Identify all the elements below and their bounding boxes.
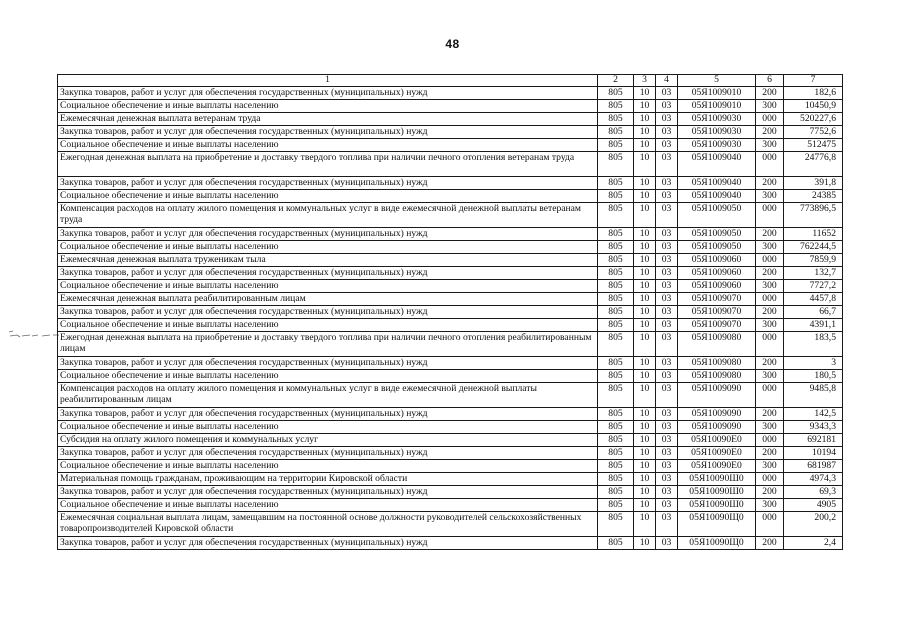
table-row (58, 241, 843, 254)
expense-name-cell: Социальное обеспечение и иные выплаты населению (58, 370, 598, 383)
subsection-code-cell: 03 (656, 241, 678, 254)
subsection-code-cell: 03 (656, 447, 678, 460)
section-code-cell: 10 (634, 357, 656, 370)
expense-name-cell: Ежемесячная денежная выплата труженикам тыла (58, 254, 598, 267)
expense-name-cell: Закупка товаров, работ и услуг для обеспечения государственных (муниципальных) нужд (58, 537, 598, 550)
table-row (58, 293, 843, 306)
department-code-cell: 805 (598, 87, 634, 100)
section-code-cell: 10 (634, 241, 656, 254)
table-row (58, 126, 843, 139)
target-article-cell: 05Я1009040 (678, 152, 756, 177)
header-cell: 1 (58, 75, 598, 87)
subsection-code-cell: 03 (656, 537, 678, 550)
expense-type-cell: 200 (756, 228, 784, 241)
target-article-cell: 05Я10090Ш0 (678, 499, 756, 512)
department-code-cell: 805 (598, 203, 634, 228)
expense-type-cell: 000 (756, 332, 784, 357)
department-code-cell: 805 (598, 228, 634, 241)
target-article-cell: 05Я10090Щ0 (678, 512, 756, 537)
expense-type-cell: 200 (756, 267, 784, 280)
expense-name-cell: Закупка товаров, работ и услуг для обеспечения государственных (муниципальных) нужд (58, 447, 598, 460)
amount-cell: 182,6 (784, 87, 843, 100)
target-article-cell: 05Я1009030 (678, 139, 756, 152)
table-row (58, 434, 843, 447)
amount-cell: 142,5 (784, 408, 843, 421)
section-code-cell: 10 (634, 126, 656, 139)
section-code-cell: 10 (634, 370, 656, 383)
expense-type-cell: 300 (756, 370, 784, 383)
page-number: 48 (445, 37, 460, 51)
expense-type-cell: 300 (756, 241, 784, 254)
target-article-cell: 05Я10090Ш0 (678, 473, 756, 486)
expense-name-cell: Закупка товаров, работ и услуг для обеспечения государственных (муниципальных) нужд (58, 126, 598, 139)
department-code-cell: 805 (598, 499, 634, 512)
expense-name-cell: Ежемесячная денежная выплата реабилитированным лицам (58, 293, 598, 306)
subsection-code-cell: 03 (656, 280, 678, 293)
target-article-cell: 05Я1009030 (678, 126, 756, 139)
section-code-cell: 10 (634, 512, 656, 537)
subsection-code-cell: 03 (656, 383, 678, 408)
department-code-cell: 805 (598, 280, 634, 293)
target-article-cell: 05Я1009040 (678, 190, 756, 203)
expense-name-cell: Компенсация расходов на оплату жилого помещения и коммунальных услуг в виде ежемесячной денежной выплаты реабилитированным лицам (58, 383, 598, 408)
expense-type-cell: 000 (756, 254, 784, 267)
amount-cell: 762244,5 (784, 241, 843, 254)
expense-name-cell: Социальное обеспечение и иные выплаты населению (58, 499, 598, 512)
department-code-cell: 805 (598, 434, 634, 447)
target-article-cell: 05Я1009030 (678, 113, 756, 126)
expense-name-cell: Закупка товаров, работ и услуг для обеспечения государственных (муниципальных) нужд (58, 306, 598, 319)
department-code-cell: 805 (598, 126, 634, 139)
target-article-cell: 05Я1009040 (678, 177, 756, 190)
expense-type-cell: 300 (756, 280, 784, 293)
subsection-code-cell: 03 (656, 332, 678, 357)
expense-name-cell: Ежемесячная денежная выплата ветеранам труда (58, 113, 598, 126)
department-code-cell: 805 (598, 113, 634, 126)
amount-cell: 132,7 (784, 267, 843, 280)
target-article-cell: 05Я1009050 (678, 228, 756, 241)
subsection-code-cell: 03 (656, 267, 678, 280)
target-article-cell: 05Я10090Е0 (678, 447, 756, 460)
section-code-cell: 10 (634, 460, 656, 473)
expense-name-cell: Закупка товаров, работ и услуг для обеспечения государственных (муниципальных) нужд (58, 357, 598, 370)
amount-cell: 200,2 (784, 512, 843, 537)
section-code-cell: 10 (634, 306, 656, 319)
budget-table (57, 74, 843, 550)
subsection-code-cell: 03 (656, 486, 678, 499)
table-row (58, 139, 843, 152)
subsection-code-cell: 03 (656, 421, 678, 434)
expense-type-cell: 200 (756, 306, 784, 319)
expense-type-cell: 200 (756, 486, 784, 499)
expense-type-cell: 300 (756, 460, 784, 473)
section-code-cell: 10 (634, 319, 656, 332)
table-row (58, 280, 843, 293)
department-code-cell: 805 (598, 408, 634, 421)
expense-name-cell: Социальное обеспечение и иные выплаты населению (58, 100, 598, 113)
subsection-code-cell: 03 (656, 460, 678, 473)
subsection-code-cell: 03 (656, 87, 678, 100)
department-code-cell: 805 (598, 383, 634, 408)
subsection-code-cell: 03 (656, 100, 678, 113)
target-article-cell: 05Я1009070 (678, 306, 756, 319)
subsection-code-cell: 03 (656, 152, 678, 177)
table-row (58, 177, 843, 190)
expense-name-cell: Закупка товаров, работ и услуг для обеспечения государственных (муниципальных) нужд (58, 87, 598, 100)
target-article-cell: 05Я10090Е0 (678, 460, 756, 473)
expense-type-cell: 000 (756, 434, 784, 447)
amount-cell: 10194 (784, 447, 843, 460)
expense-type-cell: 300 (756, 139, 784, 152)
amount-cell: 2,4 (784, 537, 843, 550)
amount-cell: 9343,3 (784, 421, 843, 434)
target-article-cell: 05Я1009090 (678, 408, 756, 421)
subsection-code-cell: 03 (656, 228, 678, 241)
section-code-cell: 10 (634, 434, 656, 447)
subsection-code-cell: 03 (656, 254, 678, 267)
department-code-cell: 805 (598, 152, 634, 177)
expense-type-cell: 000 (756, 293, 784, 306)
section-code-cell: 10 (634, 177, 656, 190)
department-code-cell: 805 (598, 306, 634, 319)
target-article-cell: 05Я1009050 (678, 203, 756, 228)
amount-cell: 24776,8 (784, 152, 843, 177)
amount-cell: 180,5 (784, 370, 843, 383)
department-code-cell: 805 (598, 357, 634, 370)
table-row (58, 537, 843, 550)
expense-type-cell: 200 (756, 177, 784, 190)
section-code-cell: 10 (634, 113, 656, 126)
section-code-cell: 10 (634, 408, 656, 421)
expense-type-cell: 000 (756, 383, 784, 408)
table-row (58, 370, 843, 383)
target-article-cell: 05Я1009010 (678, 87, 756, 100)
section-code-cell: 10 (634, 254, 656, 267)
table-row (58, 408, 843, 421)
amount-cell: 4974,3 (784, 473, 843, 486)
expense-name-cell: Материальная помощь гражданам, проживающим на территории Кировской области (58, 473, 598, 486)
department-code-cell: 805 (598, 460, 634, 473)
department-code-cell: 805 (598, 254, 634, 267)
department-code-cell: 805 (598, 177, 634, 190)
table-row (58, 499, 843, 512)
department-code-cell: 805 (598, 190, 634, 203)
table-row (58, 203, 843, 228)
amount-cell: 66,7 (784, 306, 843, 319)
expense-name-cell: Ежемесячная социальная выплата лицам, замещавшим на постоянной основе должности руководителей сельскохозяйственных товаропроизводителей Кировской области (58, 512, 598, 537)
department-code-cell: 805 (598, 139, 634, 152)
amount-cell: 512475 (784, 139, 843, 152)
header-cell: 6 (756, 75, 784, 87)
target-article-cell: 05Я10090Е0 (678, 434, 756, 447)
table-row (58, 87, 843, 100)
expense-name-cell: Закупка товаров, работ и услуг для обеспечения государственных (муниципальных) нужд (58, 486, 598, 499)
table-row (58, 486, 843, 499)
section-code-cell: 10 (634, 447, 656, 460)
amount-cell: 7727,2 (784, 280, 843, 293)
subsection-code-cell: 03 (656, 139, 678, 152)
table-row (58, 190, 843, 203)
target-article-cell: 05Я1009060 (678, 254, 756, 267)
header-cell: 5 (678, 75, 756, 87)
expense-type-cell: 200 (756, 408, 784, 421)
section-code-cell: 10 (634, 421, 656, 434)
amount-cell: 11652 (784, 228, 843, 241)
table-row (58, 152, 843, 177)
target-article-cell: 05Я1009090 (678, 421, 756, 434)
amount-cell: 692181 (784, 434, 843, 447)
amount-cell: 4457,8 (784, 293, 843, 306)
expense-type-cell: 000 (756, 113, 784, 126)
section-code-cell: 10 (634, 473, 656, 486)
expense-type-cell: 200 (756, 447, 784, 460)
table-row (58, 512, 843, 537)
expense-name-cell: Ежегодная денежная выплата на приобретение и доставку твердого топлива при наличии печного отопления реабилитированным лицам (58, 332, 598, 357)
expense-name-cell: Социальное обеспечение и иные выплаты населению (58, 280, 598, 293)
target-article-cell: 05Я1009070 (678, 319, 756, 332)
department-code-cell: 805 (598, 473, 634, 486)
amount-cell: 391,8 (784, 177, 843, 190)
expense-name-cell: Социальное обеспечение и иные выплаты населению (58, 139, 598, 152)
header-cell: 3 (634, 75, 656, 87)
expense-name-cell: Закупка товаров, работ и услуг для обеспечения государственных (муниципальных) нужд (58, 267, 598, 280)
subsection-code-cell: 03 (656, 434, 678, 447)
header-cell: 2 (598, 75, 634, 87)
expense-name-cell: Закупка товаров, работ и услуг для обеспечения государственных (муниципальных) нужд (58, 177, 598, 190)
subsection-code-cell: 03 (656, 190, 678, 203)
expense-type-cell: 000 (756, 473, 784, 486)
subsection-code-cell: 03 (656, 370, 678, 383)
section-code-cell: 10 (634, 280, 656, 293)
header-cell: 4 (656, 75, 678, 87)
expense-type-cell: 200 (756, 537, 784, 550)
department-code-cell: 805 (598, 100, 634, 113)
section-code-cell: 10 (634, 203, 656, 228)
department-code-cell: 805 (598, 486, 634, 499)
target-article-cell: 05Я1009060 (678, 280, 756, 293)
section-code-cell: 10 (634, 100, 656, 113)
subsection-code-cell: 03 (656, 113, 678, 126)
amount-cell: 183,5 (784, 332, 843, 357)
table-row (58, 306, 843, 319)
amount-cell: 681987 (784, 460, 843, 473)
expense-type-cell: 000 (756, 203, 784, 228)
subsection-code-cell: 03 (656, 306, 678, 319)
subsection-code-cell: 03 (656, 319, 678, 332)
section-code-cell: 10 (634, 190, 656, 203)
section-code-cell: 10 (634, 139, 656, 152)
amount-cell: 7859,9 (784, 254, 843, 267)
table-row (58, 383, 843, 408)
amount-cell: 3 (784, 357, 843, 370)
table-row (58, 319, 843, 332)
section-code-cell: 10 (634, 152, 656, 177)
expense-type-cell: 200 (756, 126, 784, 139)
department-code-cell: 805 (598, 319, 634, 332)
target-article-cell: 05Я1009080 (678, 332, 756, 357)
table-row (58, 421, 843, 434)
department-code-cell: 805 (598, 537, 634, 550)
department-code-cell: 805 (598, 241, 634, 254)
target-article-cell: 05Я1009010 (678, 100, 756, 113)
amount-cell: 520227,6 (784, 113, 843, 126)
subsection-code-cell: 03 (656, 126, 678, 139)
table-row (58, 460, 843, 473)
section-code-cell: 10 (634, 293, 656, 306)
target-article-cell: 05Я10090Щ0 (678, 537, 756, 550)
target-article-cell: 05Я1009060 (678, 267, 756, 280)
subsection-code-cell: 03 (656, 473, 678, 486)
amount-cell: 24385 (784, 190, 843, 203)
section-code-cell: 10 (634, 537, 656, 550)
expense-name-cell: Социальное обеспечение и иные выплаты населению (58, 421, 598, 434)
expense-name-cell: Субсидия на оплату жилого помещения и коммунальных услуг (58, 434, 598, 447)
table-row (58, 473, 843, 486)
table-header-row (58, 75, 843, 87)
section-code-cell: 10 (634, 332, 656, 357)
expense-type-cell: 300 (756, 190, 784, 203)
department-code-cell: 805 (598, 293, 634, 306)
expense-name-cell: Ежегодная денежная выплата на приобретение и доставку твердого топлива при наличии печного отопления ветеранам труда (58, 152, 598, 177)
section-code-cell: 10 (634, 228, 656, 241)
expense-type-cell: 000 (756, 152, 784, 177)
section-code-cell: 10 (634, 87, 656, 100)
expense-type-cell: 300 (756, 499, 784, 512)
expense-type-cell: 300 (756, 421, 784, 434)
section-code-cell: 10 (634, 486, 656, 499)
target-article-cell: 05Я1009070 (678, 293, 756, 306)
table-row (58, 254, 843, 267)
header-cell: 7 (784, 75, 843, 87)
subsection-code-cell: 03 (656, 499, 678, 512)
amount-cell: 69,3 (784, 486, 843, 499)
table-row (58, 357, 843, 370)
department-code-cell: 805 (598, 447, 634, 460)
expense-name-cell: Закупка товаров, работ и услуг для обеспечения государственных (муниципальных) нужд (58, 228, 598, 241)
expense-name-cell: Закупка товаров, работ и услуг для обеспечения государственных (муниципальных) нужд (58, 408, 598, 421)
target-article-cell: 05Я10090Ш0 (678, 486, 756, 499)
target-article-cell: 05Я1009090 (678, 383, 756, 408)
expense-type-cell: 300 (756, 100, 784, 113)
target-article-cell: 05Я1009050 (678, 241, 756, 254)
table-row (58, 228, 843, 241)
subsection-code-cell: 03 (656, 357, 678, 370)
expense-type-cell: 000 (756, 512, 784, 537)
section-code-cell: 10 (634, 267, 656, 280)
table-row (58, 267, 843, 280)
amount-cell: 9485,8 (784, 383, 843, 408)
amount-cell: 4905 (784, 499, 843, 512)
amount-cell: 7752,6 (784, 126, 843, 139)
amount-cell: 4391,1 (784, 319, 843, 332)
section-code-cell: 10 (634, 383, 656, 408)
expense-type-cell: 300 (756, 319, 784, 332)
subsection-code-cell: 03 (656, 512, 678, 537)
expense-name-cell: Социальное обеспечение и иные выплаты населению (58, 319, 598, 332)
subsection-code-cell: 03 (656, 203, 678, 228)
table-row (58, 447, 843, 460)
target-article-cell: 05Я1009080 (678, 370, 756, 383)
expense-name-cell: Социальное обеспечение и иные выплаты населению (58, 241, 598, 254)
target-article-cell: 05Я1009080 (678, 357, 756, 370)
subsection-code-cell: 03 (656, 408, 678, 421)
expense-name-cell: Компенсация расходов на оплату жилого помещения и коммунальных услуг в виде ежемесячной денежной выплаты ветеранам труда (58, 203, 598, 228)
expense-type-cell: 200 (756, 87, 784, 100)
expense-name-cell: Социальное обеспечение и иные выплаты населению (58, 190, 598, 203)
subsection-code-cell: 03 (656, 293, 678, 306)
department-code-cell: 805 (598, 267, 634, 280)
subsection-code-cell: 03 (656, 177, 678, 190)
department-code-cell: 805 (598, 332, 634, 357)
department-code-cell: 805 (598, 370, 634, 383)
department-code-cell: 805 (598, 421, 634, 434)
expense-type-cell: 200 (756, 357, 784, 370)
table-row (58, 100, 843, 113)
table-row (58, 332, 843, 357)
amount-cell: 10450,9 (784, 100, 843, 113)
amount-cell: 773896,5 (784, 203, 843, 228)
expense-name-cell: Социальное обеспечение и иные выплаты населению (58, 460, 598, 473)
margin-scribble (8, 326, 60, 342)
section-code-cell: 10 (634, 499, 656, 512)
department-code-cell: 805 (598, 512, 634, 537)
table-row (58, 113, 843, 126)
